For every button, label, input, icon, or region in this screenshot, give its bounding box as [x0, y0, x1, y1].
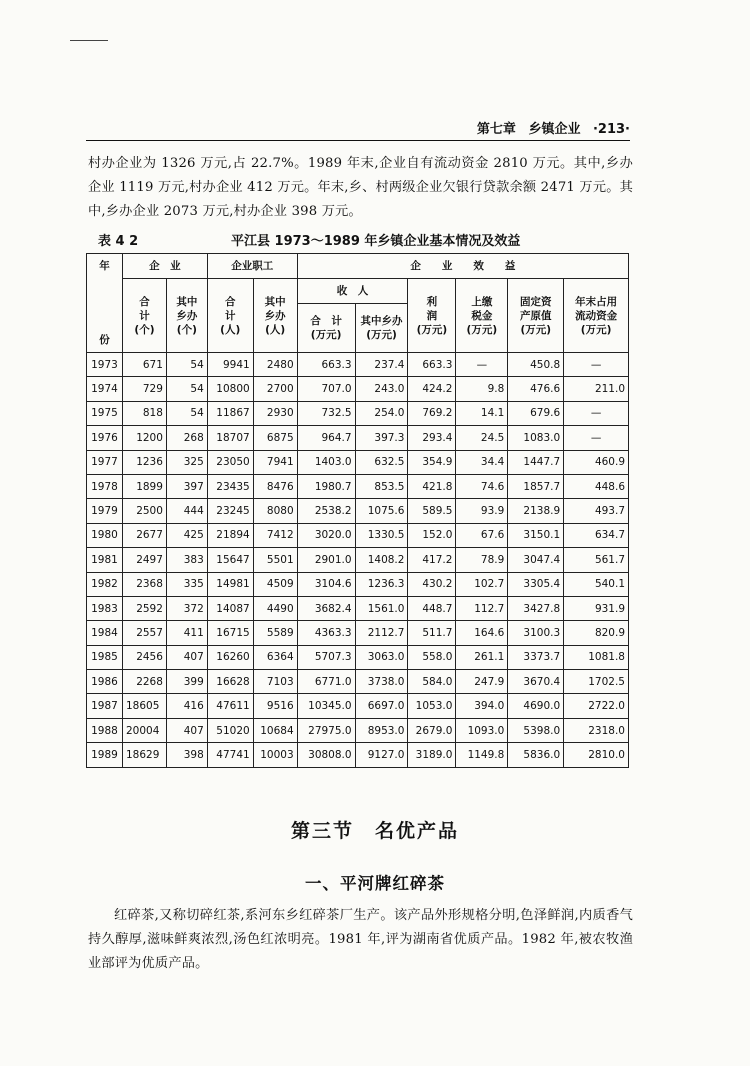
ent-township-cell: 425	[166, 523, 207, 547]
fixed-assets-cell: 476.6	[508, 377, 564, 401]
table-row	[87, 353, 629, 377]
year-cell: 1976	[87, 426, 123, 450]
ent-total-cell: 18605	[122, 694, 166, 718]
profit-cell: 584.0	[408, 670, 456, 694]
income-total-cell: 1980.7	[297, 474, 355, 498]
ent-township-cell: 325	[166, 450, 207, 474]
staff-total-cell: 15647	[207, 548, 253, 572]
profit-cell: 2679.0	[408, 718, 456, 742]
fixed-assets-cell: 3373.7	[508, 645, 564, 669]
table-row	[87, 743, 629, 767]
year-cell: 1982	[87, 572, 123, 596]
fixed-assets-cell: 5836.0	[508, 743, 564, 767]
working-capital-cell: —	[564, 401, 629, 425]
working-capital-cell: —	[564, 426, 629, 450]
year-cell: 1981	[87, 548, 123, 572]
staff-township-cell: 10684	[253, 718, 297, 742]
ent-total-cell: 18629	[122, 743, 166, 767]
income-township-cell: 853.5	[355, 474, 408, 498]
tax-cell: 247.9	[456, 670, 508, 694]
table-row	[87, 548, 629, 572]
fixed-assets-cell: 3047.4	[508, 548, 564, 572]
year-cell: 1977	[87, 450, 123, 474]
tax-cell: 78.9	[456, 548, 508, 572]
ent-township-cell: 407	[166, 718, 207, 742]
staff-township-cell: 8476	[253, 474, 297, 498]
year-cell: 1975	[87, 401, 123, 425]
staff-township-cell: 7412	[253, 523, 297, 547]
income-total-cell: 2901.0	[297, 548, 355, 572]
table-row	[87, 450, 629, 474]
income-township-cell: 8953.0	[355, 718, 408, 742]
ent-township-cell: 54	[166, 377, 207, 401]
staff-total-cell: 16260	[207, 645, 253, 669]
year-cell: 1973	[87, 353, 123, 377]
working-capital-cell: 820.9	[564, 621, 629, 645]
chapter-title: 乡镇企业	[528, 122, 581, 137]
fixed-assets-cell: 450.8	[508, 353, 564, 377]
income-total-cell: 732.5	[297, 401, 355, 425]
income-total-cell: 3020.0	[297, 523, 355, 547]
income-township-cell: 1408.2	[355, 548, 408, 572]
staff-township-cell: 5501	[253, 548, 297, 572]
tax-cell: 261.1	[456, 645, 508, 669]
fixed-assets-cell: 1083.0	[508, 426, 564, 450]
table-row	[87, 694, 629, 718]
table-caption	[98, 230, 638, 250]
fixed-assets-cell: 2138.9	[508, 499, 564, 523]
fixed-assets-cell: 3427.8	[508, 596, 564, 620]
year-cell: 1978	[87, 474, 123, 498]
staff-total-cell: 23050	[207, 450, 253, 474]
fixed-assets-cell: 1447.7	[508, 450, 564, 474]
staff-township-cell: 6364	[253, 645, 297, 669]
ent-township-cell: 54	[166, 353, 207, 377]
income-total-cell: 30808.0	[297, 743, 355, 767]
ent-total-cell: 2592	[122, 596, 166, 620]
income-township-cell: 1330.5	[355, 523, 408, 547]
staff-total-cell: 9941	[207, 353, 253, 377]
ent-township-cell: 444	[166, 499, 207, 523]
ent-total-cell: 1200	[122, 426, 166, 450]
working-capital-cell: 211.0	[564, 377, 629, 401]
staff-township-cell: 8080	[253, 499, 297, 523]
income-township-cell: 243.0	[355, 377, 408, 401]
table-row	[87, 523, 629, 547]
year-cell: 1987	[87, 694, 123, 718]
staff-township-cell: 2480	[253, 353, 297, 377]
year-header-top: 年	[99, 260, 110, 272]
income-total-cell: 4363.3	[297, 621, 355, 645]
year-cell: 1988	[87, 718, 123, 742]
section-paragraph: 红碎茶,又称切碎红茶,系河东乡红碎茶厂生产。该产品外形规格分明,色泽鲜润,内质香气持久醇厚,滋味鲜爽浓烈,汤色红浓明亮。1981 年,评为湖南省优质产品。1982 年,被农牧渔业部评为优质产品。	[88, 908, 633, 971]
table-row	[87, 718, 629, 742]
income-total-cell: 3682.4	[297, 596, 355, 620]
statistics-table	[86, 253, 629, 768]
staff-total-header: 合 计 (人)	[207, 279, 253, 353]
staff-total-cell: 16715	[207, 621, 253, 645]
staff-township-cell: 9516	[253, 694, 297, 718]
staff-township-cell: 7103	[253, 670, 297, 694]
year-cell: 1974	[87, 377, 123, 401]
fixed-assets-header: 固定资 产原值 (万元)	[508, 279, 564, 353]
staff-total-cell: 21894	[207, 523, 253, 547]
income-township-cell: 397.3	[355, 426, 408, 450]
ent-total-cell: 2557	[122, 621, 166, 645]
table-label: 表 4 2	[98, 234, 139, 249]
working-capital-cell: 2810.0	[564, 743, 629, 767]
tax-cell: 1149.8	[456, 743, 508, 767]
income-total-cell: 27975.0	[297, 718, 355, 742]
staff-township-cell: 7941	[253, 450, 297, 474]
ent-total-cell: 1236	[122, 450, 166, 474]
ent-total-cell: 2456	[122, 645, 166, 669]
profit-cell: 448.7	[408, 596, 456, 620]
working-capital-cell: 1702.5	[564, 670, 629, 694]
ent-total-cell: 2368	[122, 572, 166, 596]
tax-cell: 112.7	[456, 596, 508, 620]
working-capital-cell: 1081.8	[564, 645, 629, 669]
ent-total-cell: 818	[122, 401, 166, 425]
ent-total-cell: 671	[122, 353, 166, 377]
tax-cell: 1093.0	[456, 718, 508, 742]
income-total-cell: 2538.2	[297, 499, 355, 523]
income-township-cell: 254.0	[355, 401, 408, 425]
profit-cell: 421.8	[408, 474, 456, 498]
income-total-cell: 1403.0	[297, 450, 355, 474]
working-capital-cell: 561.7	[564, 548, 629, 572]
staff-township-cell: 10003	[253, 743, 297, 767]
year-cell: 1983	[87, 596, 123, 620]
fixed-assets-cell: 3100.3	[508, 621, 564, 645]
income-township-cell: 1075.6	[355, 499, 408, 523]
income-township-cell: 3738.0	[355, 670, 408, 694]
fixed-assets-cell: 3150.1	[508, 523, 564, 547]
fixed-assets-cell: 5398.0	[508, 718, 564, 742]
income-township-cell: 2112.7	[355, 621, 408, 645]
fixed-assets-cell: 3305.4	[508, 572, 564, 596]
fixed-assets-cell: 4690.0	[508, 694, 564, 718]
fixed-assets-cell: 679.6	[508, 401, 564, 425]
table-row	[87, 621, 629, 645]
staff-township-cell: 4509	[253, 572, 297, 596]
table-row	[87, 377, 629, 401]
year-header-bottom: 份	[99, 334, 110, 346]
table-row	[87, 401, 629, 425]
tax-cell: 9.8	[456, 377, 508, 401]
ent-total-cell: 2497	[122, 548, 166, 572]
staff-total-cell: 10800	[207, 377, 253, 401]
tax-cell: 34.4	[456, 450, 508, 474]
ent-township-cell: 268	[166, 426, 207, 450]
ent-township-cell: 397	[166, 474, 207, 498]
income-total-cell: 10345.0	[297, 694, 355, 718]
income-township-cell: 3063.0	[355, 645, 408, 669]
profit-cell: 589.5	[408, 499, 456, 523]
table-row	[87, 645, 629, 669]
staff-total-cell: 23435	[207, 474, 253, 498]
staff-township-cell: 2930	[253, 401, 297, 425]
ent-total-cell: 2268	[122, 670, 166, 694]
top-scan-mark	[70, 40, 108, 41]
fixed-assets-cell: 3670.4	[508, 670, 564, 694]
staff-total-cell: 51020	[207, 718, 253, 742]
profit-cell: 293.4	[408, 426, 456, 450]
working-capital-cell: 448.6	[564, 474, 629, 498]
ent-township-cell: 54	[166, 401, 207, 425]
table-row	[87, 499, 629, 523]
staff-township-cell: 5589	[253, 621, 297, 645]
profit-cell: 511.7	[408, 621, 456, 645]
tax-header: 上缴 税金 (万元)	[456, 279, 508, 353]
tax-cell: 102.7	[456, 572, 508, 596]
fixed-assets-cell: 1857.7	[508, 474, 564, 498]
profit-cell: 417.2	[408, 548, 456, 572]
working-capital-header: 年末占用 流动资金 (万元)	[564, 279, 629, 353]
staff-total-cell: 14981	[207, 572, 253, 596]
table-row	[87, 474, 629, 498]
profit-cell: 430.2	[408, 572, 456, 596]
staff-total-cell: 14087	[207, 596, 253, 620]
working-capital-cell: 931.9	[564, 596, 629, 620]
income-total-cell: 6771.0	[297, 670, 355, 694]
ent-township-header: 其中 乡办 (个)	[166, 279, 207, 353]
profit-cell: 663.3	[408, 353, 456, 377]
ent-total-cell: 1899	[122, 474, 166, 498]
section-subheading: 一、平河牌红碎茶	[305, 874, 445, 893]
year-cell: 1989	[87, 743, 123, 767]
table-body	[87, 353, 629, 768]
year-cell: 1980	[87, 523, 123, 547]
year-header	[87, 254, 123, 353]
profit-cell: 354.9	[408, 450, 456, 474]
section-heading: 第三节 名优产品	[290, 820, 459, 842]
tax-cell: 14.1	[456, 401, 508, 425]
profit-header: 利 润 (万元)	[408, 279, 456, 353]
income-total-header: 合 计 (万元)	[297, 304, 355, 353]
income-township-cell: 9127.0	[355, 743, 408, 767]
income-header: 收 人	[297, 279, 408, 304]
staff-total-cell: 23245	[207, 499, 253, 523]
working-capital-cell: 493.7	[564, 499, 629, 523]
year-cell: 1984	[87, 621, 123, 645]
income-total-cell: 964.7	[297, 426, 355, 450]
profit-cell: 152.0	[408, 523, 456, 547]
ent-total-cell: 2500	[122, 499, 166, 523]
staff-total-cell: 47611	[207, 694, 253, 718]
ent-total-cell: 2677	[122, 523, 166, 547]
ent-township-cell: 411	[166, 621, 207, 645]
year-cell: 1985	[87, 645, 123, 669]
income-total-cell: 5707.3	[297, 645, 355, 669]
profit-cell: 424.2	[408, 377, 456, 401]
benefit-header: 企 业 效 益	[297, 254, 628, 279]
tax-cell: —	[456, 353, 508, 377]
income-township-cell: 6697.0	[355, 694, 408, 718]
tax-cell: 74.6	[456, 474, 508, 498]
working-capital-cell: 634.7	[564, 523, 629, 547]
staff-total-cell: 18707	[207, 426, 253, 450]
table-row	[87, 596, 629, 620]
ent-township-cell: 398	[166, 743, 207, 767]
enterprise-header: 企 业	[122, 254, 207, 279]
staff-township-cell: 6875	[253, 426, 297, 450]
tax-cell: 24.5	[456, 426, 508, 450]
profit-cell: 1053.0	[408, 694, 456, 718]
income-total-cell: 663.3	[297, 353, 355, 377]
income-township-header: 其中乡办 (万元)	[355, 304, 408, 353]
year-cell: 1979	[87, 499, 123, 523]
ent-township-cell: 372	[166, 596, 207, 620]
income-township-cell: 237.4	[355, 353, 408, 377]
staff-township-header: 其中 乡办 (人)	[253, 279, 297, 353]
profit-cell: 3189.0	[408, 743, 456, 767]
tax-cell: 394.0	[456, 694, 508, 718]
working-capital-cell: 2318.0	[564, 718, 629, 742]
profit-cell: 769.2	[408, 401, 456, 425]
page-number: ·213·	[592, 122, 630, 137]
intro-paragraph: 村办企业为 1326 万元,占 22.7%。1989 年末,企业自有流动资金 2810 万元。其中,乡办企业 1119 万元,村办企业 412 万元。年末,乡、村两级企业欠银行贷款余额 2471 万元。其中,乡办企业 2073 万元,村办企业 398 万元。	[88, 156, 633, 219]
ent-total-cell: 729	[122, 377, 166, 401]
working-capital-cell: —	[564, 353, 629, 377]
chapter-number: 第七章	[476, 122, 516, 137]
tax-cell: 164.6	[456, 621, 508, 645]
ent-total-header: 合 计 (个)	[122, 279, 166, 353]
income-township-cell: 632.5	[355, 450, 408, 474]
ent-township-cell: 416	[166, 694, 207, 718]
income-total-cell: 707.0	[297, 377, 355, 401]
ent-township-cell: 407	[166, 645, 207, 669]
working-capital-cell: 540.1	[564, 572, 629, 596]
tax-cell: 67.6	[456, 523, 508, 547]
tax-cell: 93.9	[456, 499, 508, 523]
table-row	[87, 670, 629, 694]
staff-township-cell: 4490	[253, 596, 297, 620]
income-township-cell: 1561.0	[355, 596, 408, 620]
ent-total-cell: 20004	[122, 718, 166, 742]
income-township-cell: 1236.3	[355, 572, 408, 596]
year-cell: 1986	[87, 670, 123, 694]
staff-township-cell: 2700	[253, 377, 297, 401]
profit-cell: 558.0	[408, 645, 456, 669]
working-capital-cell: 460.9	[564, 450, 629, 474]
table-title: 平江县 1973～1989 年乡镇企业基本情况及效益	[231, 234, 521, 249]
table-row	[87, 572, 629, 596]
ent-township-cell: 383	[166, 548, 207, 572]
staff-total-cell: 16628	[207, 670, 253, 694]
staff-header: 企业职工	[207, 254, 297, 279]
running-header	[86, 118, 630, 141]
staff-total-cell: 11867	[207, 401, 253, 425]
ent-township-cell: 335	[166, 572, 207, 596]
table-row	[87, 426, 629, 450]
working-capital-cell: 2722.0	[564, 694, 629, 718]
income-total-cell: 3104.6	[297, 572, 355, 596]
staff-total-cell: 47741	[207, 743, 253, 767]
ent-township-cell: 399	[166, 670, 207, 694]
